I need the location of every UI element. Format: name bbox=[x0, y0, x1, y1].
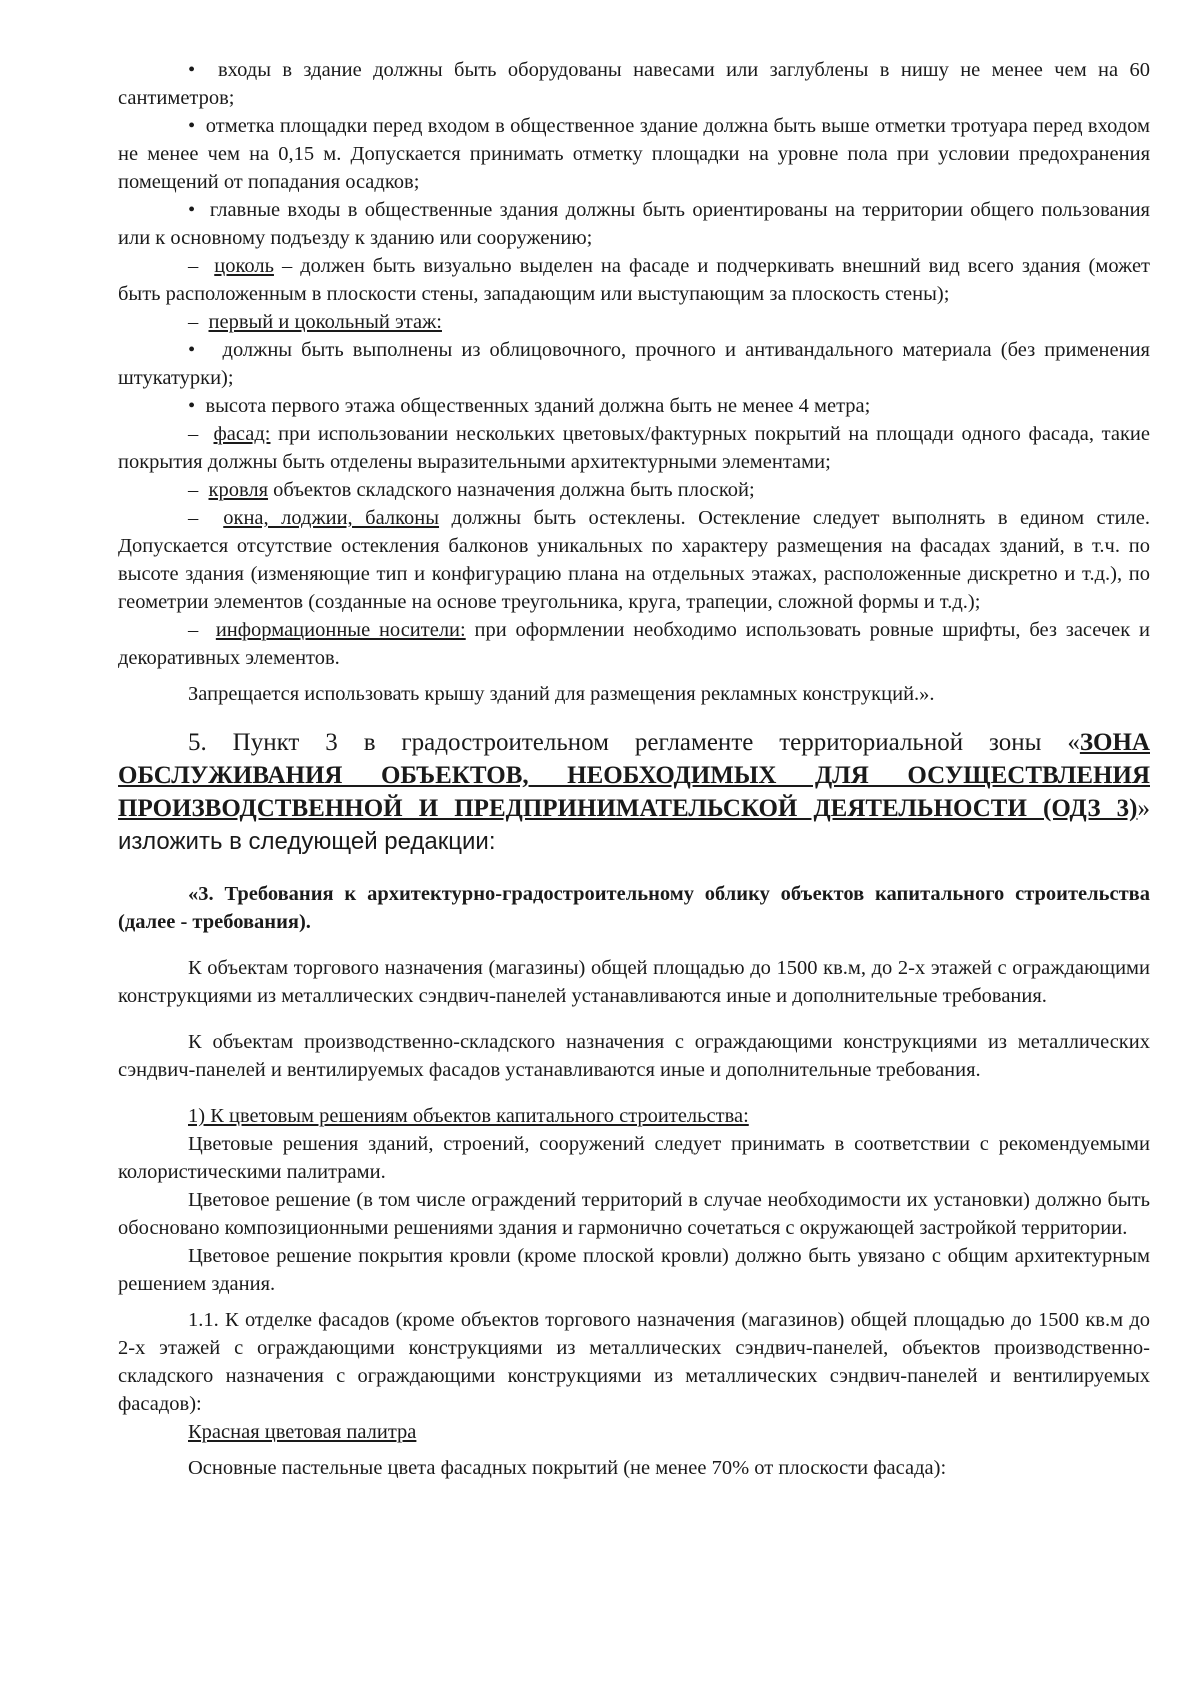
facade-item bbox=[118, 420, 1150, 476]
plinth-text: – должен быть визуально выделен на фасаде и подчеркивать внешний вид всего здания (может быть расположенным в плоскости стены, западающим или выступающим за плоскость стены); bbox=[118, 255, 1151, 305]
pastel-colors-paragraph: Основные пастельные цвета фасадных покрытий (не менее 70% от плоскости фасада): bbox=[188, 1457, 947, 1479]
roof-advertising-ban: Запрещается использовать крышу зданий для размещения рекламных конструкций.». bbox=[188, 683, 935, 705]
color-justification-paragraph: Цветовое решение (в том числе ограждений территорий в случае необходимости их установки) должно быть обосновано композиционными решениями здания и гармонично сочетаться с окружающей застройкой территории. bbox=[118, 1189, 1150, 1239]
item-5-lead: 5. Пункт 3 в градостроительном регламенте территориальной зоны « bbox=[188, 729, 1080, 756]
item-5-tail: изложить в следующей редакции: bbox=[118, 828, 496, 855]
item-5-paragraph bbox=[118, 726, 1150, 858]
roof-text: объектов складского назначения должна быть плоской; bbox=[268, 479, 755, 501]
section-3-heading: «3. Требования к архитектурно-градостроительному облику объектов капитального строительства (далее - требования). bbox=[118, 883, 1150, 933]
plinth-term: цоколь bbox=[214, 255, 274, 277]
roof-item bbox=[118, 476, 1150, 504]
color-section-title-text: 1) К цветовым решениям объектов капитального строительства: bbox=[188, 1105, 749, 1127]
floor-height-item: • высота первого этажа общественных зданий должна быть не менее 4 метра; bbox=[118, 392, 1150, 420]
industrial-objects-paragraph: К объектам производственно-складского назначения с ограждающими конструкциями из металлических сэндвич-панелей и вентилируемых фасадов устанавливаются иные и дополнительные требования. bbox=[118, 1031, 1150, 1081]
windows-term: окна, лоджии, балконы bbox=[223, 507, 440, 529]
main-entrance-item: • главные входы в общественные здания должны быть ориентированы на территории общего пользования или к основному подъезду к зданию или сооружению; bbox=[118, 196, 1150, 252]
facade-text: при использовании нескольких цветовых/фактурных покрытий на площади одного фасада, такие покрытия должны быть отделены выразительными архитектурными элементами; bbox=[118, 423, 1150, 473]
cladding-material-item: • должны быть выполнены из облицовочного, прочного и антивандального материала (без применения штукатурки); bbox=[118, 336, 1150, 392]
facade-term: фасад: bbox=[213, 423, 271, 445]
red-palette-title-text: Красная цветовая палитра bbox=[188, 1421, 417, 1443]
signage-term: информационные носители: bbox=[215, 619, 466, 641]
trade-objects-paragraph: К объектам торгового назначения (магазины) общей площадью до 1500 кв.м, до 2-х этажей с ограждающими конструкциями из металлических сэндвич-панелей устанавливаются иные и дополнительные требования. bbox=[118, 957, 1150, 1007]
facade-finish-paragraph: 1.1. К отделке фасадов (кроме объектов торгового назначения (магазинов) общей площадью до 1500 кв.м до 2-х этажей с ограждающими конструкциями из металлических сэндвич-панелей, объектов производственно-складского назначения с ограждающими конструкциями из металлических сэндвич-панелей и вентилируемых фасадов): bbox=[118, 1309, 1150, 1415]
roof-term: кровля bbox=[208, 479, 269, 501]
first-floor-term: первый и цокольный этаж: bbox=[208, 311, 442, 333]
signage-item bbox=[118, 616, 1150, 672]
entrance-canopy-item: • входы в здание должны быть оборудованы навесами или заглублены в нишу не менее чем на 60 сантиметров; bbox=[118, 56, 1150, 112]
signage-text: при оформлении необходимо использовать ровные шрифты, без засечек и декоративных элементов. bbox=[118, 619, 1150, 669]
color-palettes-paragraph: Цветовые решения зданий, строений, сооружений следует принимать в соответствии с рекомендуемыми колористическими палитрами. bbox=[118, 1133, 1150, 1183]
entrance-platform-item: • отметка площадки перед входом в общественное здание должна быть выше отметки тротуара перед входом не менее чем на 0,15 м. Допускается принимать отметку площадки на уровне пола при условии предохранения помещений от попадания осадков; bbox=[118, 112, 1150, 196]
plinth-item bbox=[118, 252, 1150, 308]
first-floor-item bbox=[118, 308, 1150, 336]
roof-color-paragraph: Цветовое решение покрытия кровли (кроме плоской кровли) должно быть увязано с общим архитектурным решением здания. bbox=[118, 1245, 1150, 1295]
windows-text: должны быть остеклены. Остекление следует выполнять в едином стиле. Допускается отсутствие остекления балконов уникальных по характеру размещения на фасадах зданий, в т.ч. по высоте здания (изменяющие тип и конфигурацию плана на отдельных этажах, расположенные дискретно и т.д.), по геометрии элементов (созданные на основе треугольника, круга, трапеции, сложной формы и т.д.); bbox=[118, 507, 1151, 613]
windows-item bbox=[118, 504, 1150, 616]
color-section-title bbox=[118, 1102, 1150, 1130]
item-5-close-quote: » bbox=[1137, 795, 1150, 822]
zone-name: ЗОНА ОБСЛУЖИВАНИЯ ОБЪЕКТОВ, НЕОБХОДИМЫХ ДЛЯ ОСУЩЕСТВЛЕНИЯ ПРОИЗВОДСТВЕННОЙ И ПРЕДПРИНИМАТЕЛЬСКОЙ ДЕЯТЕЛЬНОСТИ (ОДЗ 3) bbox=[118, 729, 1150, 822]
red-palette-title bbox=[118, 1418, 1150, 1446]
